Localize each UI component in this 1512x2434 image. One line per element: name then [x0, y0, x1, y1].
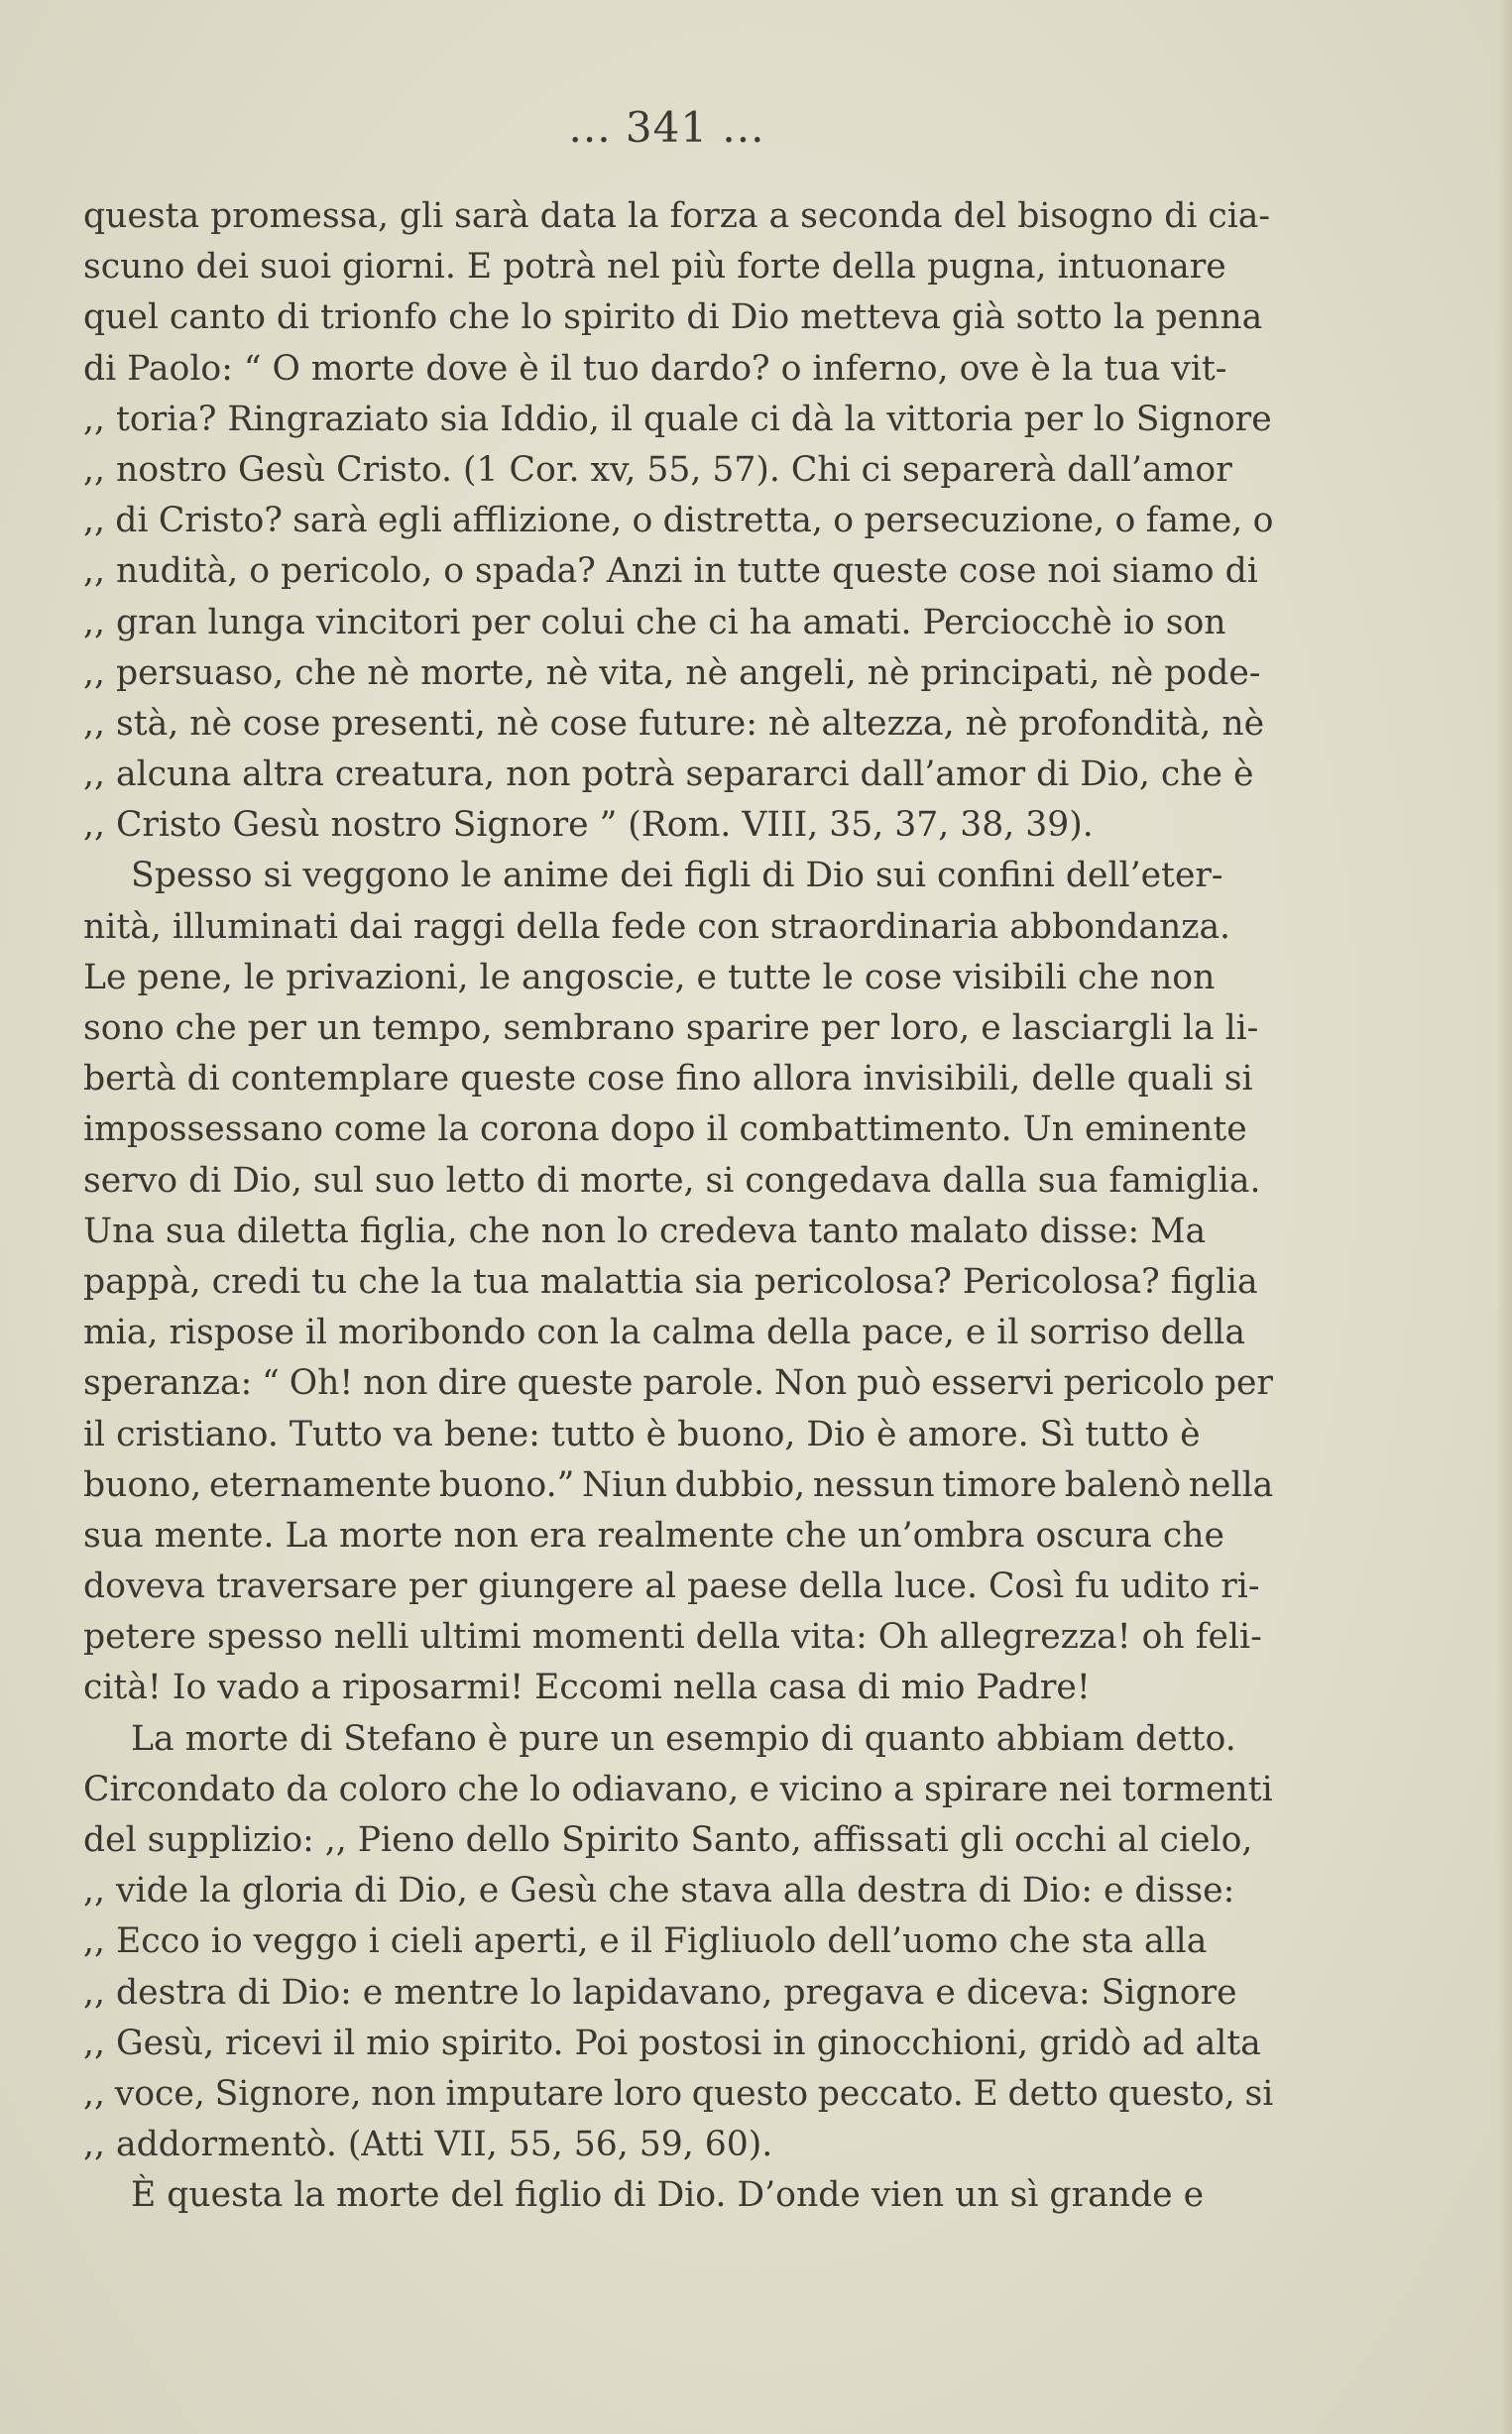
- text-line: ,, di Cristo? sarà egli afflizione, o distretta, o persecuzione, o fame, o: [83, 501, 1273, 541]
- text-line: impossessano come la corona dopo il combattimento. Un eminente: [83, 1109, 1247, 1150]
- text-line: sua mente. La morte non era realmente che un’ombra oscura che: [83, 1515, 1224, 1556]
- text-line: ,, alcuna altra creatura, non potrà separarci dall’amor di Dio, che è: [83, 754, 1254, 795]
- text-line: Spesso si veggono le anime dei figli di Dio sui confini dell’eter-: [131, 856, 1223, 896]
- text-line: ,, Gesù, ricevi il mio spirito. Poi postosi in ginocchioni, gridò ad alta: [83, 2023, 1261, 2063]
- text-line: bertà di contemplare queste cose fino allora invisibili, delle quali si: [83, 1059, 1253, 1100]
- text-line: il cristiano. Tutto va bene: tutto è buono, Dio è amore. Sì tutto è: [83, 1414, 1201, 1454]
- text-line: ,, gran lunga vincitori per colui che ci ha amati. Perciocchè io son: [83, 602, 1226, 642]
- text-line: La morte di Stefano è pure un esempio di quanto abbiam detto.: [131, 1718, 1236, 1759]
- text-line: ,, nostro Gesù Cristo. (1 Cor. xv, 55, 57). Chi ci separerà dall’amor: [83, 449, 1232, 490]
- text-line: doveva traversare per giungere al paese della luce. Così fu udito ri-: [83, 1566, 1260, 1607]
- text-line: mia, rispose il moribondo con la calma della pace, e il sorriso della: [83, 1313, 1245, 1353]
- text-line: speranza: “ Oh! non dire queste parole. Non può esservi pericolo per: [83, 1363, 1273, 1404]
- text-line: nità, illuminati dai raggi della fede con straordinaria abbondanza.: [83, 906, 1231, 947]
- text-line: quel canto di trionfo che lo spirito di Dio metteva già sotto la penna: [83, 297, 1263, 338]
- text-line: ,, addormentò. (Atti VII, 55, 56, 59, 60).: [83, 2125, 773, 2165]
- text-line: scuno dei suoi giorni. E potrà nel più forte della pugna, intuonare: [83, 247, 1226, 288]
- text-line: Una sua diletta figlia, che non lo credeva tanto malato disse: Ma: [83, 1211, 1207, 1251]
- text-line: Circondato da coloro che lo odiavano, e vicino a spirare nei tormenti: [83, 1769, 1273, 1809]
- text-line: ,, vide la gloria di Dio, e Gesù che stava alla destra di Dio: e disse:: [83, 1871, 1235, 1912]
- text-line: ,, voce, Signore, non imputare loro questo peccato. E detto questo, si: [83, 2073, 1273, 2114]
- text-line: ,, destra di Dio: e mentre lo lapidavano, pregava e diceva: Signore: [83, 1972, 1237, 2013]
- text-line: ,, toria? Ringraziato sia Iddio, il quale ci dà la vittoria per lo Signore: [83, 399, 1272, 439]
- text-line: ,, Cristo Gesù nostro Signore ” (Rom. VIII, 35, 37, 38, 39).: [83, 805, 1094, 846]
- text-line: di Paolo: “ O morte dove è il tuo dardo? o inferno, ove è la tua vit-: [83, 348, 1227, 389]
- body-text: [83, 191, 1273, 2222]
- text-line: cità! Io vado a riposarmi! Eccomi nella casa di mio Padre!: [83, 1668, 1091, 1708]
- page-edge: [1498, 0, 1512, 2434]
- text-line: questa promessa, gli sarà data la forza a seconda del bisogno di cia-: [83, 196, 1271, 236]
- text-line: Le pene, le privazioni, le angoscie, e tutte le cose visibili che non: [83, 957, 1216, 997]
- text-line: sono che per un tempo, sembrano sparire per loro, e lasciargli la li-: [83, 1008, 1259, 1048]
- text-line: pappà, credi tu che la tua malattia sia pericolosa? Pericolosa? figlia: [83, 1261, 1258, 1302]
- text-line: ,, nudità, o pericolo, o spada? Anzi in tutte queste cose noi siamo di: [83, 551, 1258, 592]
- text-line: servo di Dio, sul suo letto di morte, si congedava dalla sua famiglia.: [83, 1160, 1261, 1201]
- text-line: È questa la morte del figlio di Dio. D’onde vien un sì grande e: [131, 2175, 1205, 2216]
- text-line: del supplizio: ,, Pieno dello Spirito Santo, affissati gli occhi al cielo,: [83, 1820, 1253, 1860]
- text-line: ,, stà, nè cose presenti, nè cose future: nè altezza, nè profondità, nè: [83, 703, 1265, 744]
- text-line: buono, eternamente buono.” Niun dubbio, nessun timore balenò nella: [83, 1464, 1273, 1505]
- text-line: petere spesso nelli ultimi momenti della vita: Oh allegrezza! oh feli-: [83, 1617, 1262, 1658]
- page-number-header: ... 341 ...: [568, 103, 765, 152]
- text-line: ,, Ecco io veggo i cieli aperti, e il Figliuolo dell’uomo che sta alla: [83, 1921, 1208, 1962]
- text-line: ,, persuaso, che nè morte, nè vita, nè angeli, nè principati, nè pode-: [83, 652, 1261, 693]
